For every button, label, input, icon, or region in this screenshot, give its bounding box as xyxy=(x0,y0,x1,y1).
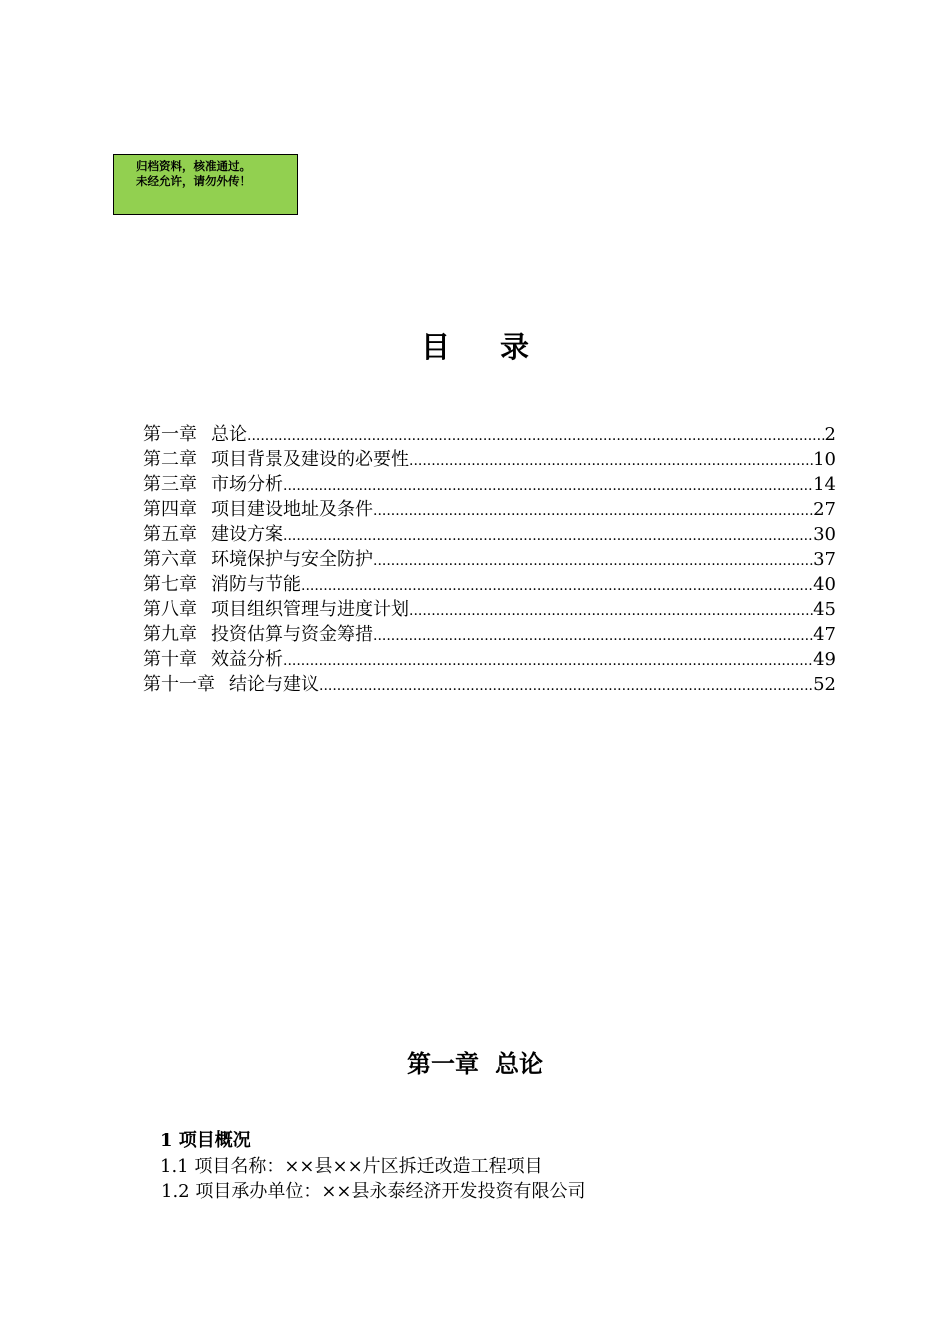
toc-dot-leader xyxy=(373,499,813,524)
toc-entry-page: 14 xyxy=(813,474,836,495)
stamp-line-2: 未经允许，请勿外传！ xyxy=(136,174,251,188)
table-of-contents xyxy=(143,422,836,697)
toc-entry[interactable] xyxy=(143,547,836,572)
toc-dot-leader xyxy=(283,474,813,499)
toc-entry[interactable] xyxy=(143,572,836,597)
toc-entry-title: 市场分析 xyxy=(211,474,283,495)
toc-entry-page: 52 xyxy=(813,674,836,695)
toc-entry-chapter-number: 第十章 xyxy=(143,649,197,670)
stamp-line-1: 归档资料，核准通过。 xyxy=(136,159,251,173)
toc-entry[interactable] xyxy=(143,522,836,547)
toc-dot-leader xyxy=(409,599,813,624)
toc-entry[interactable] xyxy=(143,597,836,622)
toc-dot-leader xyxy=(409,449,813,474)
toc-entry-chapter-number: 第六章 xyxy=(143,549,197,570)
project-name-line: 1.1 项目名称：××县××片区拆迁改造工程项目 xyxy=(160,1156,543,1177)
toc-entry-title: 建设方案 xyxy=(211,524,283,545)
toc-entry-title: 结论与建议 xyxy=(229,674,319,695)
toc-entry-title: 项目背景及建设的必要性 xyxy=(211,449,409,470)
toc-entry-chapter-number: 第五章 xyxy=(143,524,197,545)
toc-entry-title: 消防与节能 xyxy=(211,574,301,595)
toc-entry[interactable] xyxy=(143,622,836,647)
toc-entry-chapter-number: 第七章 xyxy=(143,574,197,595)
toc-entry-chapter-number: 第二章 xyxy=(143,449,197,470)
toc-entry[interactable] xyxy=(143,422,836,447)
toc-entry-chapter-number: 第四章 xyxy=(143,499,197,520)
toc-entry[interactable] xyxy=(143,672,836,697)
toc-entry-page: 37 xyxy=(813,549,836,570)
toc-entry-page: 40 xyxy=(813,574,836,595)
archive-stamp xyxy=(113,154,298,215)
toc-entry[interactable] xyxy=(143,647,836,672)
toc-entry-chapter-number: 第九章 xyxy=(143,624,197,645)
toc-entry-page: 45 xyxy=(813,599,836,620)
toc-entry-page: 2 xyxy=(824,424,836,445)
toc-entry-title: 环境保护与安全防护 xyxy=(211,549,373,570)
toc-dot-leader xyxy=(319,674,813,699)
toc-entry-title: 项目建设地址及条件 xyxy=(211,499,373,520)
toc-dot-leader xyxy=(373,549,813,574)
toc-entry-page: 10 xyxy=(813,449,836,470)
toc-entry-page: 47 xyxy=(813,624,836,645)
chapter-title: 总论 xyxy=(495,1049,543,1078)
toc-entry-title: 总论 xyxy=(211,424,247,445)
toc-title: 目 录 xyxy=(420,330,550,364)
toc-entry-title: 效益分析 xyxy=(211,649,283,670)
toc-entry-title: 项目组织管理与进度计划 xyxy=(211,599,409,620)
toc-entry-page: 27 xyxy=(813,499,836,520)
toc-dot-leader xyxy=(283,524,813,549)
toc-entry-chapter-number: 第三章 xyxy=(143,474,197,495)
project-overview-section xyxy=(160,1128,586,1204)
toc-entry-title: 投资估算与资金筹措 xyxy=(211,624,373,645)
toc-entry-chapter-number: 第八章 xyxy=(143,599,197,620)
toc-dot-leader xyxy=(373,624,813,649)
section-heading: 1 项目概况 xyxy=(160,1130,251,1151)
toc-entry-chapter-number: 第一章 xyxy=(143,424,197,445)
toc-entry[interactable] xyxy=(143,447,836,472)
toc-entry-page: 49 xyxy=(813,649,836,670)
toc-entry-page: 30 xyxy=(813,524,836,545)
toc-dot-leader xyxy=(301,574,813,599)
chapter-heading xyxy=(0,1044,950,1084)
project-organizer-line: 1.2 项目承办单位：××县永泰经济开发投资有限公司 xyxy=(161,1181,586,1202)
toc-entry[interactable] xyxy=(143,497,836,522)
toc-entry-chapter-number: 第十一章 xyxy=(143,674,215,695)
toc-dot-leader xyxy=(247,424,825,449)
toc-dot-leader xyxy=(283,649,813,674)
toc-entry[interactable] xyxy=(143,472,836,497)
chapter-number: 第一章 xyxy=(407,1049,479,1078)
